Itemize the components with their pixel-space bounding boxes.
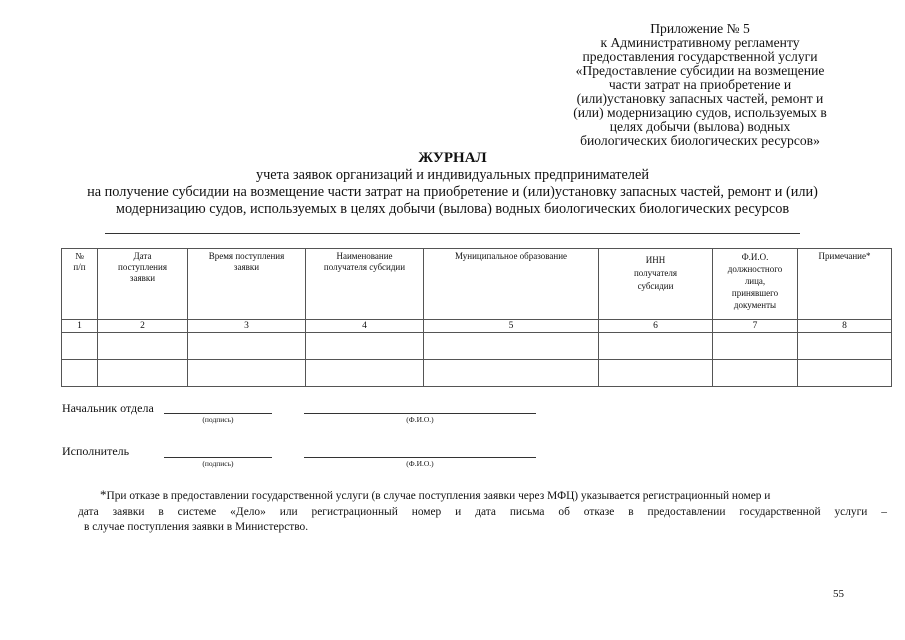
executor-name-line[interactable] bbox=[304, 457, 536, 458]
table-cell[interactable] bbox=[98, 333, 188, 360]
head-signature-caption: (подпись) bbox=[202, 415, 234, 424]
table-cell[interactable] bbox=[62, 360, 98, 387]
table-cell[interactable] bbox=[188, 360, 306, 387]
head-signature-line[interactable] bbox=[164, 413, 272, 414]
appendix-line: к Административному регламенту bbox=[600, 35, 800, 50]
appendix-line: биологических биологических ресурсов» bbox=[580, 133, 820, 148]
table-cell[interactable] bbox=[306, 333, 424, 360]
footnote-text: При отказе в предоставлении государственной услуги (в случае поступления заявки через МФЦ) указывается регистрационный номер и bbox=[106, 490, 771, 502]
journal-subtitle bbox=[40, 167, 865, 218]
appendix-line: (или) модернизацию судов, используемых в bbox=[573, 105, 827, 120]
subtitle-line: на получение субсидии на возмещение части затрат на приобретение и (или)установку запасных частей, ремонт и (или) bbox=[87, 184, 818, 200]
footnote-line bbox=[82, 487, 887, 505]
header-cell-time: Время поступления заявки bbox=[188, 249, 306, 320]
executor-signature-caption: (подпись) bbox=[202, 459, 234, 468]
column-number: 6 bbox=[599, 320, 713, 333]
table-cell[interactable] bbox=[98, 360, 188, 387]
header-cell-official: Ф.И.О. должностного лица, принявшего документы bbox=[713, 249, 798, 320]
header-cell-date: Дата поступления заявки bbox=[98, 249, 188, 320]
table-cell[interactable] bbox=[798, 333, 892, 360]
column-number: 4 bbox=[306, 320, 424, 333]
column-number: 2 bbox=[98, 320, 188, 333]
page-number: 55 bbox=[833, 588, 844, 600]
header-cell-note: Примечание* bbox=[798, 249, 892, 320]
table-cell[interactable] bbox=[188, 333, 306, 360]
header-cell-number: № п/п bbox=[62, 249, 98, 320]
executor-signature-line[interactable] bbox=[164, 457, 272, 458]
executor-label: Исполнитель bbox=[62, 444, 130, 458]
subtitle-line: учета заявок организаций и индивидуальных предпринимателей bbox=[255, 167, 650, 183]
table-cell[interactable] bbox=[599, 360, 713, 387]
subtitle-line: модернизацию судов, используемых в целях добычи (вылова) водных биологических биологических ресурсов bbox=[115, 201, 790, 217]
journal-title: ЖУРНАЛ bbox=[418, 150, 487, 166]
header-cell-municipality: Муниципальное образование bbox=[424, 249, 599, 320]
head-of-department-label: Начальник отдела bbox=[62, 401, 154, 415]
appendix-line: «Предоставление субсидии на возмещение bbox=[575, 63, 825, 78]
header-cell-recipient: Наименование получателя субсидии bbox=[306, 249, 424, 320]
table-header-row bbox=[62, 249, 892, 320]
appendix-line: (или)установку запасных частей, ремонт и bbox=[576, 91, 824, 106]
column-number: 1 bbox=[62, 320, 98, 333]
footnote bbox=[78, 487, 887, 536]
table-cell[interactable] bbox=[424, 333, 599, 360]
head-name-caption: (Ф.И.О.) bbox=[406, 415, 434, 424]
table-cell[interactable] bbox=[798, 360, 892, 387]
table-row bbox=[62, 333, 892, 360]
header-cell-inn: ИНН получателя субсидии bbox=[599, 249, 713, 320]
table-cell[interactable] bbox=[62, 333, 98, 360]
journal-table bbox=[61, 248, 892, 387]
head-name-line[interactable] bbox=[304, 413, 536, 414]
column-number: 8 bbox=[798, 320, 892, 333]
appendix-line: Приложение № 5 bbox=[650, 21, 750, 36]
table-row bbox=[62, 360, 892, 387]
table-cell[interactable] bbox=[599, 333, 713, 360]
appendix-line: целях добычи (вылова) водных bbox=[609, 119, 791, 134]
footnote-line: дата заявки в системе «Дело» или регистрационный номер и дата письма об отказе в предоставлении государственной услуги – bbox=[78, 505, 887, 518]
table-cell[interactable] bbox=[306, 360, 424, 387]
table-number-row bbox=[62, 320, 892, 333]
column-number: 5 bbox=[424, 320, 599, 333]
footnote-star: * bbox=[100, 487, 107, 502]
appendix-line: части затрат на приобретение и bbox=[608, 77, 792, 92]
appendix-header bbox=[540, 22, 860, 148]
divider-line bbox=[105, 233, 800, 234]
column-number: 7 bbox=[713, 320, 798, 333]
footnote-line: в случае поступления заявки в Министерство. bbox=[84, 521, 309, 533]
executor-name-caption: (Ф.И.О.) bbox=[406, 459, 434, 468]
table-cell[interactable] bbox=[424, 360, 599, 387]
table-cell[interactable] bbox=[713, 333, 798, 360]
table-cell[interactable] bbox=[713, 360, 798, 387]
appendix-line: предоставления государственной услуги bbox=[582, 49, 818, 64]
column-number: 3 bbox=[188, 320, 306, 333]
